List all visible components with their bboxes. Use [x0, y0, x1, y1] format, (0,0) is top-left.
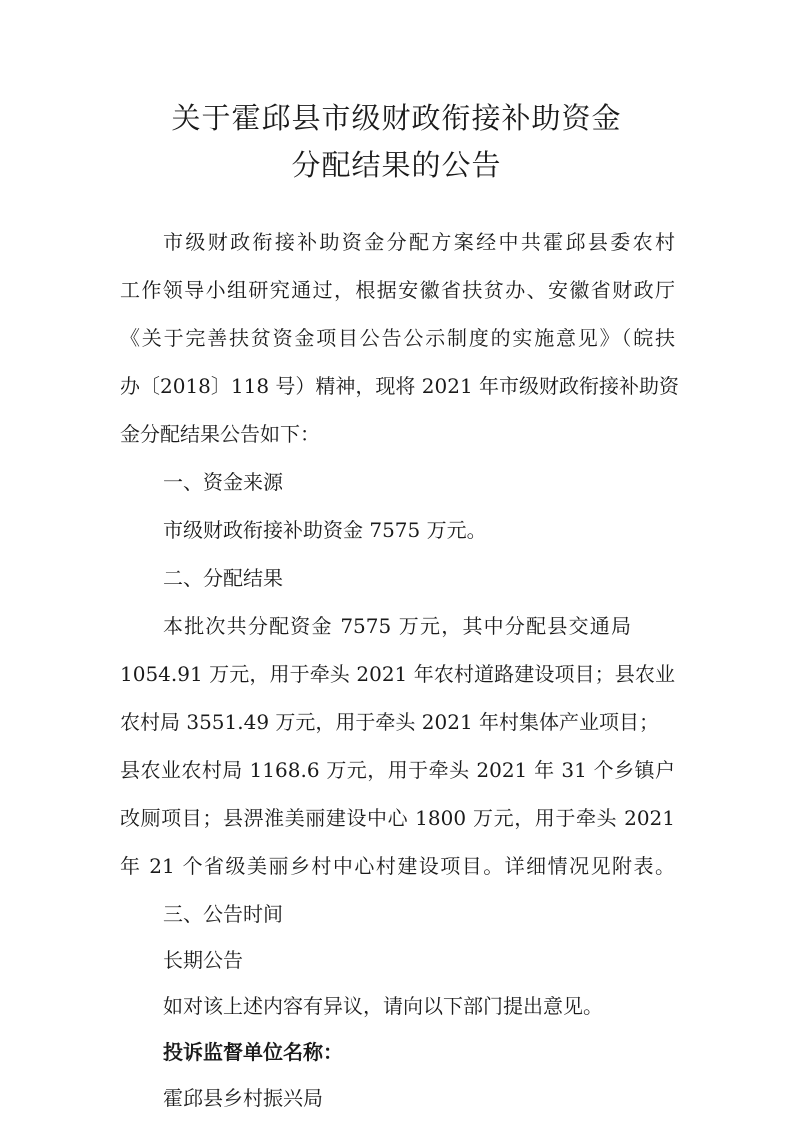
section-heading-announcement-period: 三、公告时间 — [163, 902, 283, 926]
intro-line-1: 市级财政衔接补助资金分配方案经中共霍邱县委农村 — [163, 230, 675, 254]
section-text-announcement-period: 长期公告 — [163, 948, 243, 972]
allocation-line-2: 1054.91 万元，用于牵头 2021 年农村道路建设项目；县农业 — [120, 662, 675, 686]
section-heading-allocation-result: 二、分配结果 — [163, 566, 283, 590]
allocation-line-5: 改厕项目；县淠淮美丽建设中心 1800 万元，用于牵头 2021 — [120, 806, 675, 830]
document-title-line-1: 关于霍邱县市级财政衔接补助资金 — [171, 101, 622, 135]
complaint-unit-name: 霍邱县乡村振兴局 — [163, 1086, 323, 1110]
objection-text: 如对该上述内容有异议，请向以下部门提出意见。 — [163, 994, 603, 1018]
allocation-line-3: 农村局 3551.49 万元，用于牵头 2021 年村集体产业项目； — [120, 710, 660, 734]
allocation-line-6: 年 21 个省级美丽乡村中心村建设项目。详细情况见附表。 — [120, 854, 675, 878]
section-text-funding-source: 市级财政衔接补助资金 7575 万元。 — [163, 518, 487, 542]
intro-line-4: 办〔2018〕118 号）精神，现将 2021 年市级财政衔接补助资 — [120, 374, 680, 398]
complaint-unit-heading: 投诉监督单位名称： — [163, 1040, 343, 1064]
intro-line-3: 《关于完善扶贫资金项目公告公示制度的实施意见》（皖扶 — [120, 326, 675, 350]
document-title-line-2: 分配结果的公告 — [291, 148, 502, 182]
allocation-line-1: 本批次共分配资金 7575 万元，其中分配县交通局 — [163, 614, 631, 638]
intro-line-5: 金分配结果公告如下： — [120, 422, 320, 446]
allocation-line-4: 县农业农村局 1168.6 万元，用于牵头 2021 年 31 个乡镇户 — [120, 758, 675, 782]
intro-line-2: 工作领导小组研究通过，根据安徽省扶贫办、安徽省财政厅 — [120, 278, 675, 302]
section-heading-funding-source: 一、资金来源 — [163, 470, 283, 494]
